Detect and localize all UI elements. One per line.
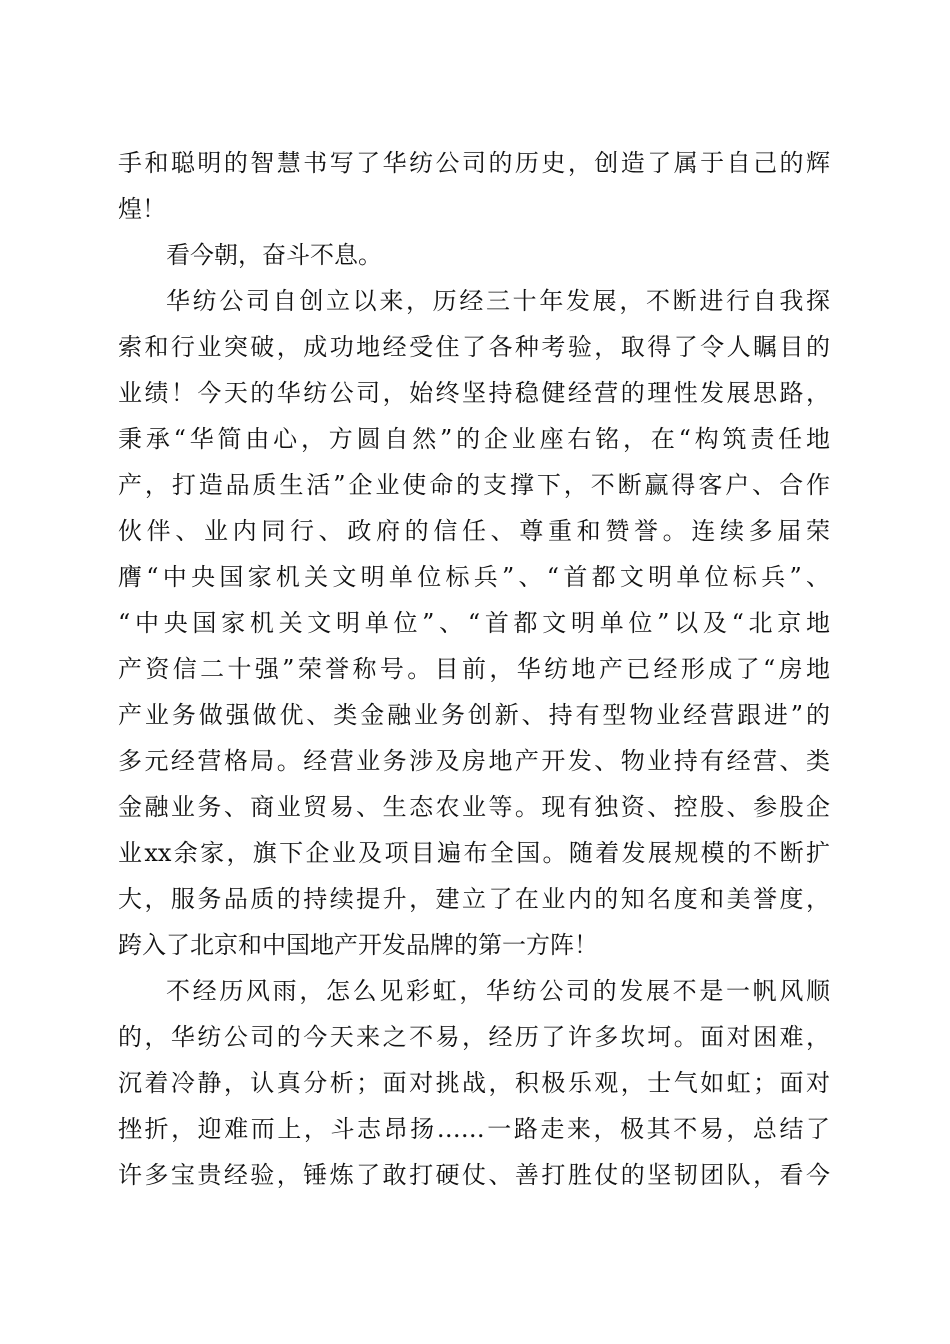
text-line: 产，打造品质生活”企业使命的支撑下，不断赢得客户、合作: [118, 471, 830, 499]
text-line: 不经历风雨，怎么见彩虹，华纺公司的发展不是一帆风顺: [166, 977, 830, 1005]
text-line: 索和行业突破，成功地经受住了各种考验，取得了令人瞩目的: [118, 333, 830, 361]
text-line: 秉承“华简由心，方圆自然”的企业座右铭，在“构筑责任地: [118, 425, 830, 453]
text-line: 挫折，迎难而上，斗志昂扬……一路走来，极其不易，总结了: [118, 1115, 830, 1143]
text-line: 的，华纺公司的今天来之不易，经历了许多坎坷。面对困难，: [118, 1023, 830, 1051]
text-line: 沉着冷静，认真分析；面对挑战，积极乐观，士气如虹；面对: [118, 1069, 830, 1097]
text-line: 多元经营格局。经营业务涉及房地产开发、物业持有经营、类: [118, 747, 830, 775]
paragraph-continuation: [118, 140, 830, 232]
text-line: 大，服务品质的持续提升，建立了在业内的知名度和美誉度，: [118, 885, 830, 913]
text-line: 许多宝贵经验，锤炼了敢打硬仗、善打胜仗的坚韧团队，看今: [118, 1161, 830, 1189]
text-line: 业绩！今天的华纺公司，始终坚持稳健经营的理性发展思路，: [118, 379, 830, 407]
text-line: 产资信二十强”荣誉称号。目前，华纺地产已经形成了“房地: [118, 655, 830, 683]
text-line: 跨入了北京和中国地产开发品牌的第一方阵！: [118, 931, 598, 959]
text-line: 看今朝，奋斗不息。: [166, 241, 382, 269]
text-line: 产业务做强做优、类金融业务创新、持有型物业经营跟进”的: [118, 701, 830, 729]
text-line: 金融业务、商业贸易、生态农业等。现有独资、控股、参股企: [118, 793, 830, 821]
paragraph-challenges: [118, 968, 830, 1198]
paragraph-heading-line: [118, 232, 830, 278]
text-line: 煌！: [118, 195, 166, 223]
text-line: 手和聪明的智慧书写了华纺公司的历史，创造了属于自己的辉: [118, 149, 830, 177]
text-line: 伙伴、业内同行、政府的信任、尊重和赞誉。连续多届荣: [118, 517, 830, 545]
document-body: [118, 140, 830, 1198]
text-line: “中央国家机关文明单位”、“首都文明单位”以及“北京地: [118, 609, 830, 637]
paragraph-company-development: [118, 278, 830, 968]
text-line: 业xx余家，旗下企业及项目遍布全国。随着发展规模的不断扩: [118, 839, 830, 867]
text-line: 膺“中央国家机关文明单位标兵”、“首都文明单位标兵”、: [118, 563, 830, 591]
text-line: 华纺公司自创立以来，历经三十年发展，不断进行自我探: [166, 287, 830, 315]
